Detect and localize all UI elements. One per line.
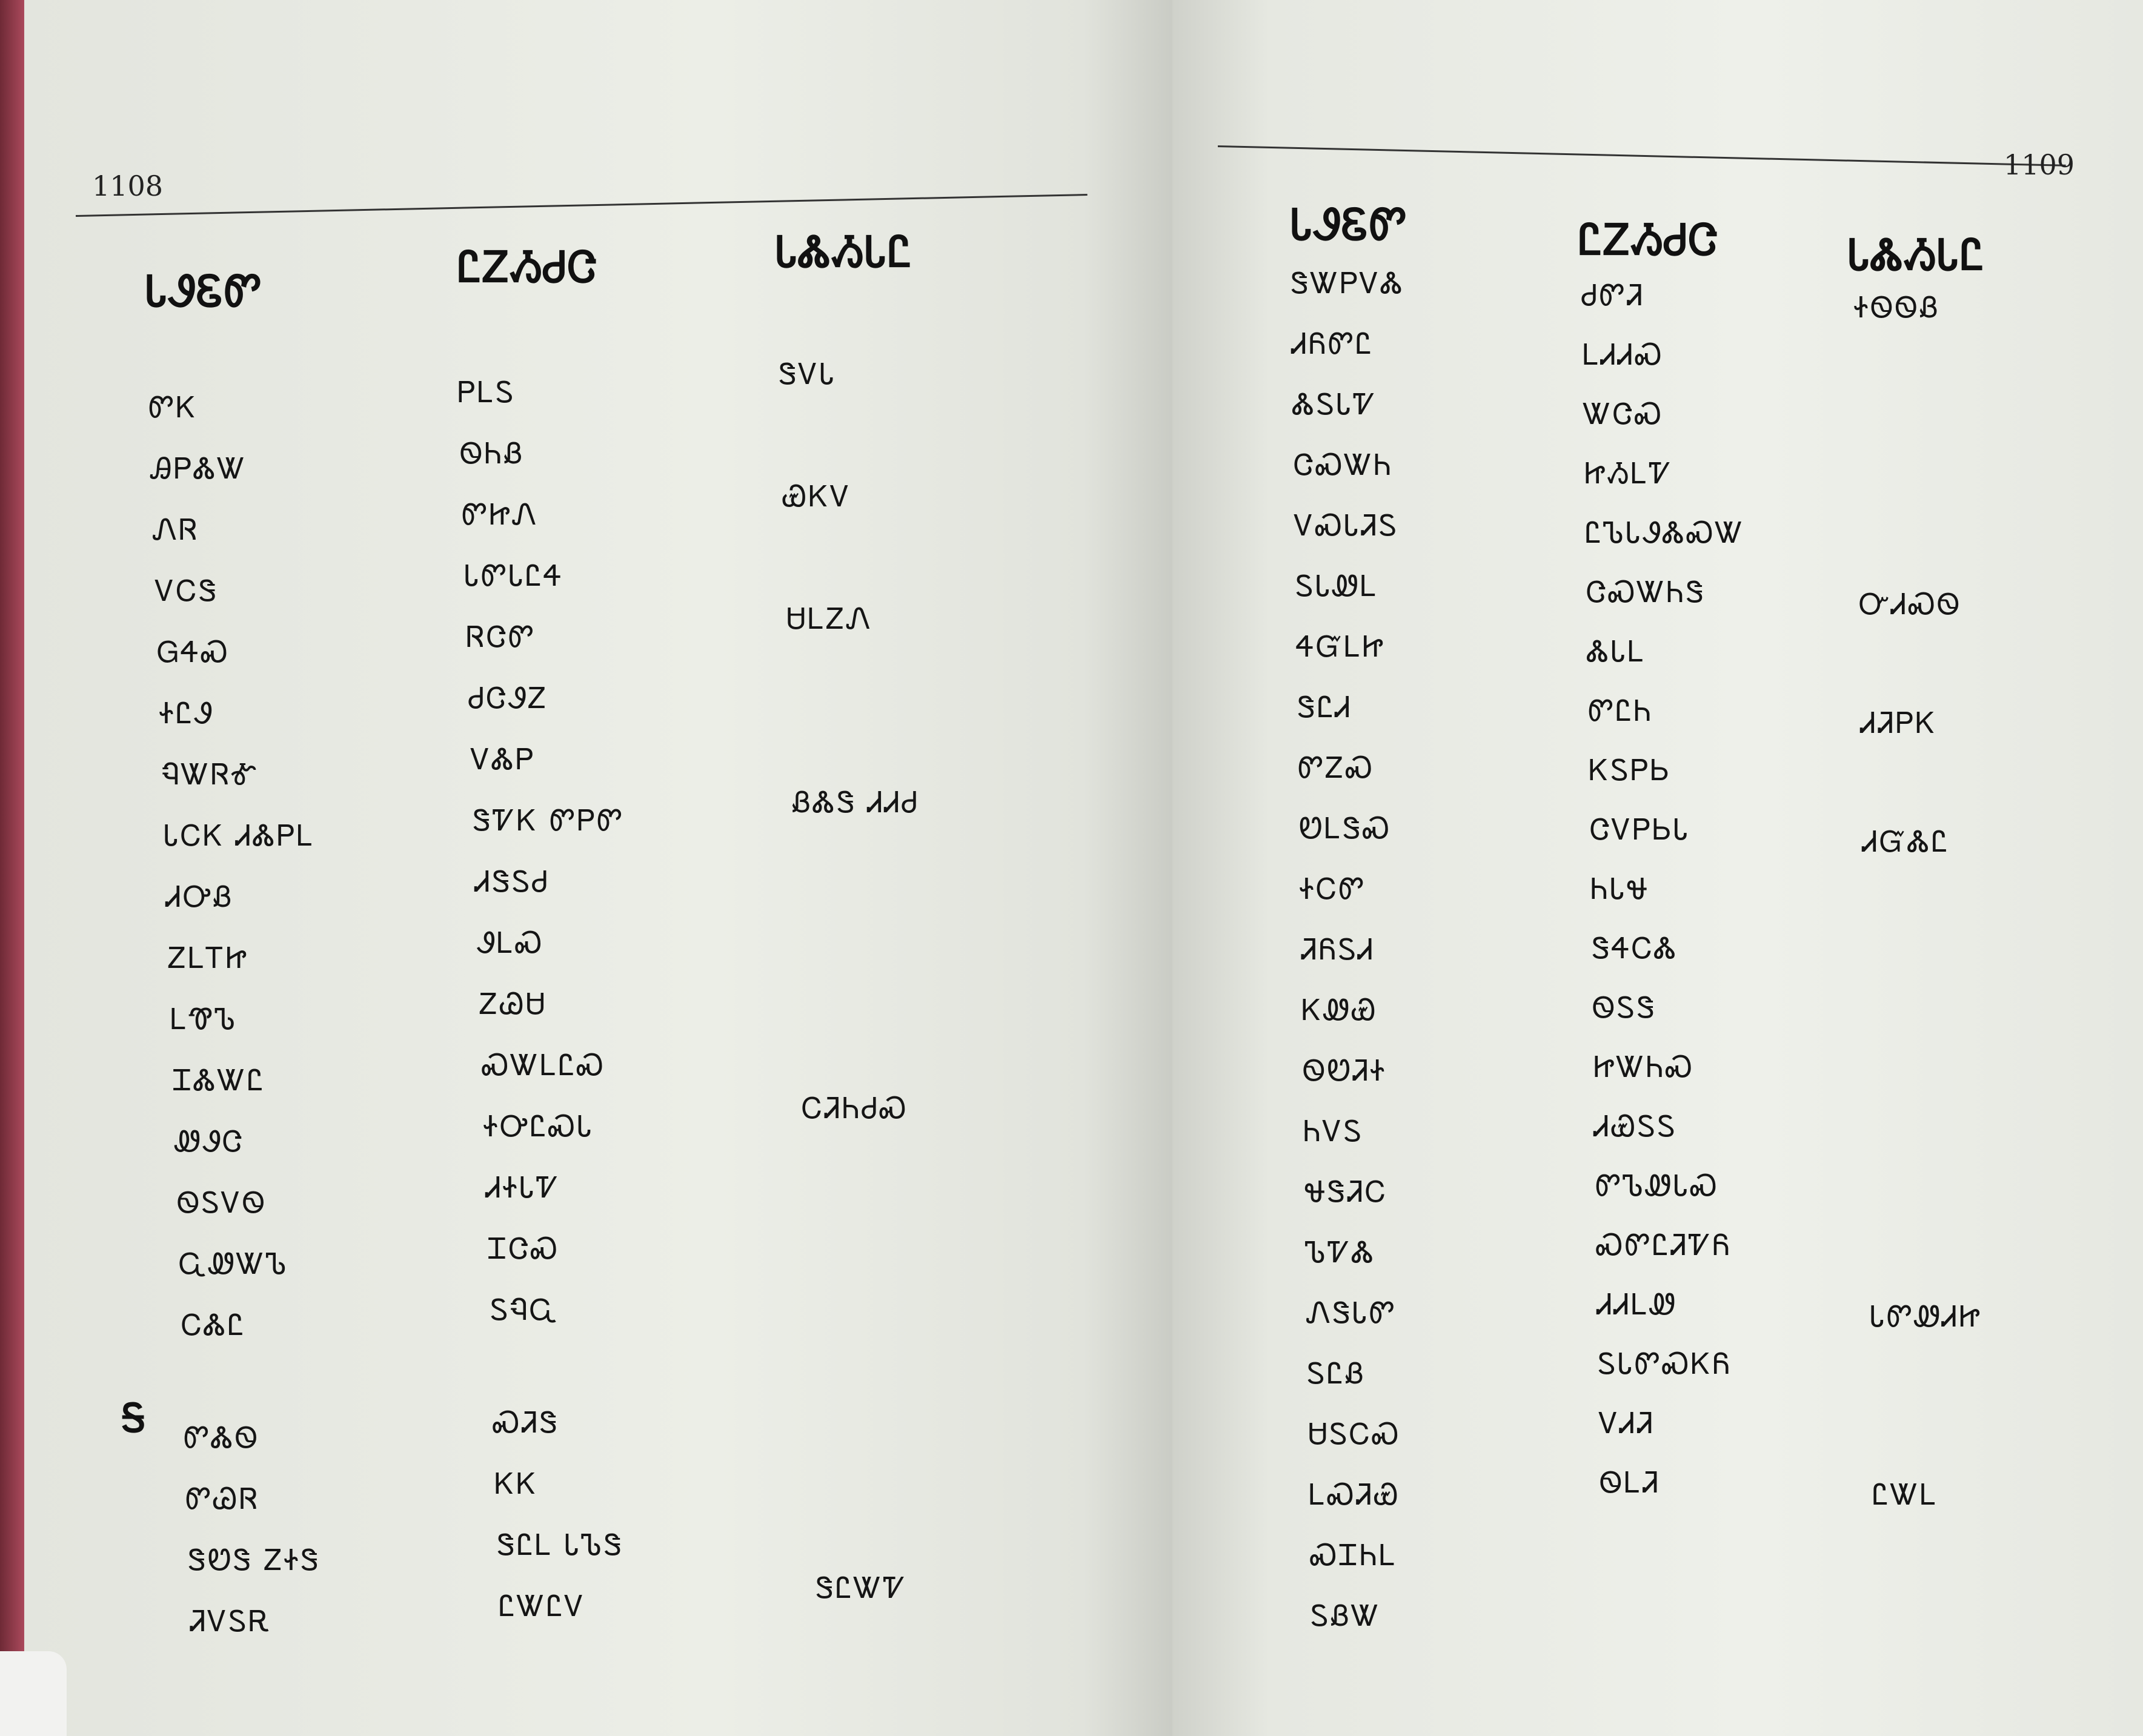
dictionary-entry: ᏀᏎᏍ — [157, 635, 230, 669]
dictionary-entry: ᏫᏬᏘᏐ — [1303, 1054, 1387, 1088]
dictionary-entry: ᏠᏕᏘᏟ — [1304, 1175, 1388, 1209]
dictionary-entry: ᏬᏞᏕᏍ — [1299, 812, 1392, 846]
dictionary-entry: ᏍᏛᏝᏘᏤᏲ — [1596, 1228, 1732, 1262]
dictionary-entry: ᏐᏫᏫᏰ — [1854, 291, 1941, 325]
dictionary-entry: ᏚᏓᏪᏞ — [1295, 569, 1379, 603]
dictionary-entry: ᏎᏳᏞᏥ — [1296, 630, 1386, 664]
page-number: 1109 — [2004, 148, 2075, 181]
column-header: ᏝᏃᏱᏧᏣ — [457, 242, 599, 292]
dictionary-entry: ᏆᏜᏔᏝ — [173, 1064, 265, 1098]
dictionary-entry: ᏦᏪᏯ — [1301, 993, 1378, 1027]
paper-corner — [0, 1651, 67, 1736]
dictionary-entry: ᏙᏜᏢ — [471, 743, 536, 777]
dictionary-entry: ᏓᏛᏓᏝᏎ — [464, 559, 564, 593]
column-header: ᏓᏜᏱᏓᏝ — [1848, 230, 1985, 280]
dictionary-entry: ᏚᏄᏩ — [490, 1293, 559, 1327]
dictionary-entry: ᏙᏗᏘ — [1599, 1406, 1655, 1440]
dictionary-entry: ᏒᏣᏛ — [466, 620, 536, 654]
dictionary-entry: ᏗᏯᏚᏚ — [1594, 1110, 1678, 1144]
dictionary-entry: ᏝᏖᏓᏭᏜᏍᏔ — [1585, 516, 1745, 550]
dictionary-entry: ᏞᏗᏗᏍ — [1583, 338, 1664, 372]
dictionary-entry: ᏟᏘᏂᏧᏍ — [802, 1092, 908, 1125]
dictionary-entry: ᏅᏗᏍᏫ — [1859, 588, 1962, 621]
dictionary-entry: ᏫᏂᏰ — [460, 437, 525, 471]
header-rule — [76, 194, 1088, 217]
dictionary-entry: ᏃᏞᎢᏥ — [168, 941, 249, 975]
dictionary-entry: ᏂᏙᏚ — [1303, 1115, 1364, 1148]
dictionary-entry: ᏓᏛᏪᏗᏥ — [1870, 1300, 1982, 1334]
right-page — [1172, 0, 2143, 1736]
dictionary-entry: ᏗᏳᏜᏝ — [1862, 825, 1950, 859]
left-page — [24, 0, 1175, 1736]
dictionary-entry: ᏣᏍᏔᏂ — [1294, 448, 1394, 482]
dictionary-entry: ᏗᏘᏢᏦ — [1861, 706, 1938, 740]
dictionary-entry: ᏗᏲᏛᏝ — [1292, 327, 1374, 361]
dictionary-entry: ᏘᏙᏚᎡ — [190, 1605, 273, 1638]
dictionary-entry: ᏗᎤᏰ — [166, 880, 234, 914]
dictionary-entry: ᏁᏕᏓᏛ — [1306, 1296, 1397, 1330]
dictionary-entry: ᏔᏣᏍ — [1583, 397, 1664, 431]
dictionary-entry: ᏄᏔᏒᎹ — [162, 758, 259, 792]
dictionary-entry: ᏌᏞᏃᏁ — [786, 602, 872, 636]
dictionary-entry: ᏪᏭᏣ — [174, 1125, 245, 1159]
dictionary-entry: ᏕᏬᏕ ᏃᏐᏕ — [188, 1543, 321, 1577]
dictionary-entry: ᏫᏞᏘ — [1600, 1466, 1661, 1500]
dictionary-entry: ᏣᏙᏢᏏᏓ — [1590, 813, 1690, 847]
dictionary-entry: ᏃᏊᏌ — [479, 987, 547, 1021]
dictionary-entry: ᏐᏟᏛ — [1300, 872, 1366, 906]
dictionary-entry: ᏗᏐᏓᏤ — [486, 1171, 560, 1205]
dictionary-entry: ᏕᏝᏞ ᏓᏖᏕ — [497, 1528, 624, 1562]
page-number: 1108 — [92, 170, 164, 202]
dictionary-entry: ᏚᏝᏰ — [1307, 1357, 1366, 1391]
column-header: ᏝᏃᏱᏧᏣ — [1578, 215, 1719, 265]
dictionary-entry: ᏁᏒ — [153, 513, 199, 547]
dictionary-entry: ᏝᏔᏞ — [1872, 1478, 1938, 1512]
dictionary-entry: ᏗᏗᏞᏪ — [1597, 1288, 1678, 1322]
dictionary-entry: ᎯᏢᏜᏔ — [151, 452, 247, 486]
dictionary-entry: ᏟᏜᏝ — [181, 1308, 246, 1342]
dictionary-entry: ᏞᏍᏘᏯ — [1309, 1478, 1400, 1512]
dictionary-entry: ᏦᏦ — [494, 1467, 539, 1501]
dictionary-entry: ᏕᏔᏢᏙᏜ — [1291, 267, 1405, 300]
section-letter: Ꭶ — [121, 1396, 146, 1441]
dictionary-entry: ᏫᏚᏕ — [1592, 991, 1657, 1025]
dictionary-entry: ᏖᏤᏜ — [1305, 1236, 1376, 1270]
dictionary-entry: ᏕᏎᏟᏜ — [1592, 932, 1678, 966]
dictionary-entry: ᏘᏲᏚᏗ — [1301, 933, 1375, 967]
dictionary-entry: ᏕᏝᏔᏤ — [816, 1571, 908, 1605]
dictionary-entry: ᏂᏓᏠ — [1590, 872, 1650, 906]
dictionary-entry: ᏜᏚᏓᏤ — [1292, 388, 1378, 422]
dictionary-entry: ᏩᏪᏔᏖ — [179, 1247, 288, 1281]
dictionary-entry: ᏙᏟᏕ — [155, 574, 219, 608]
dictionary-entry: ᏧᏣᏭᏃ — [468, 681, 548, 715]
dictionary-entry: ᏫᏚᏙᏫ — [177, 1186, 267, 1220]
dictionary-entry: ᏍᏆᏂᏞ — [1310, 1539, 1398, 1572]
dictionary-entry: ᏕᏝᏗ — [1297, 691, 1352, 724]
dictionary-entry: ᏰᏜᏕ ᏗᏗᏧ — [792, 786, 920, 820]
dictionary-entry: ᏆᏣᏍ — [488, 1232, 560, 1266]
dictionary-entry: ᏛᏃᏍ — [1298, 751, 1375, 785]
dictionary-entry: ᏭᏞᏍ — [477, 926, 544, 960]
column-header: ᏓᏭᏋᏛ — [145, 267, 263, 316]
dictionary-entry: ᏕᏙᏓ — [779, 357, 837, 391]
dictionary-entry: ᏓᏟᏦ ᏗᏜᏢᏞ — [164, 819, 315, 853]
dictionary-entry: ᏛᏦ — [148, 391, 198, 425]
column-header: ᏓᏭᏋᏛ — [1291, 200, 1408, 250]
dictionary-entry: ᏞᏡᏖ — [170, 1002, 238, 1036]
dictionary-entry: ᏛᏜᏫ — [184, 1421, 260, 1455]
dictionary-entry: ᏛᏝᏂ — [1588, 694, 1653, 728]
dictionary-entry: ᏛᏊᏒ — [185, 1482, 260, 1516]
dictionary-entry: ᏣᏍᏔᏂᏕ — [1586, 575, 1706, 609]
dictionary-entry: ᏚᏓᏛᏍᏦᏲ — [1598, 1347, 1732, 1381]
dictionary-entry: ᏐᏝᏭ — [159, 697, 214, 731]
dictionary-entry: ᏌᏚᏟᏍ — [1308, 1417, 1401, 1451]
dictionary-entry: ᏍᏔᏞᏝᏍ — [482, 1049, 606, 1082]
dictionary-entry: ᏐᎤᏝᏍᏓ — [483, 1110, 594, 1144]
dictionary-entry: ᏍᏘᏕ — [493, 1406, 560, 1440]
dictionary-entry: ᏥᏱᏞᏤ — [1584, 457, 1673, 491]
dictionary-entry: ᏙᏍᏓᏘᏚ — [1294, 509, 1399, 543]
dictionary-entry: ᏜᏓᏞ — [1587, 635, 1646, 669]
dictionary-entry: ᏚᏰᏔ — [1311, 1599, 1381, 1633]
column-header: ᏓᏜᏱᏓᏝ — [776, 227, 913, 277]
dictionary-entry: ᏕᏤᏦ ᏛᏢᏛ — [473, 804, 625, 838]
dictionary-entry: ᏢᏞᏚ — [457, 376, 516, 409]
dictionary-entry: ᏛᏖᏪᏓᏍ — [1595, 1169, 1719, 1203]
dictionary-entry: ᏥᏔᏂᏍ — [1593, 1050, 1695, 1084]
dictionary-entry: ᏧᏛᏘ — [1581, 279, 1645, 313]
dictionary-entry: ᏛᏥᏁ — [462, 498, 539, 532]
dictionary-entry: ᏯᏦᏙ — [782, 480, 852, 514]
dictionary-entry: ᏝᏔᏝᏙ — [499, 1589, 586, 1623]
dictionary-entry: ᏗᏕᏚᏧ — [475, 865, 550, 899]
header-rule — [1218, 145, 2066, 167]
dictionary-entry: ᏦᏚᏢᏏ — [1589, 754, 1672, 787]
